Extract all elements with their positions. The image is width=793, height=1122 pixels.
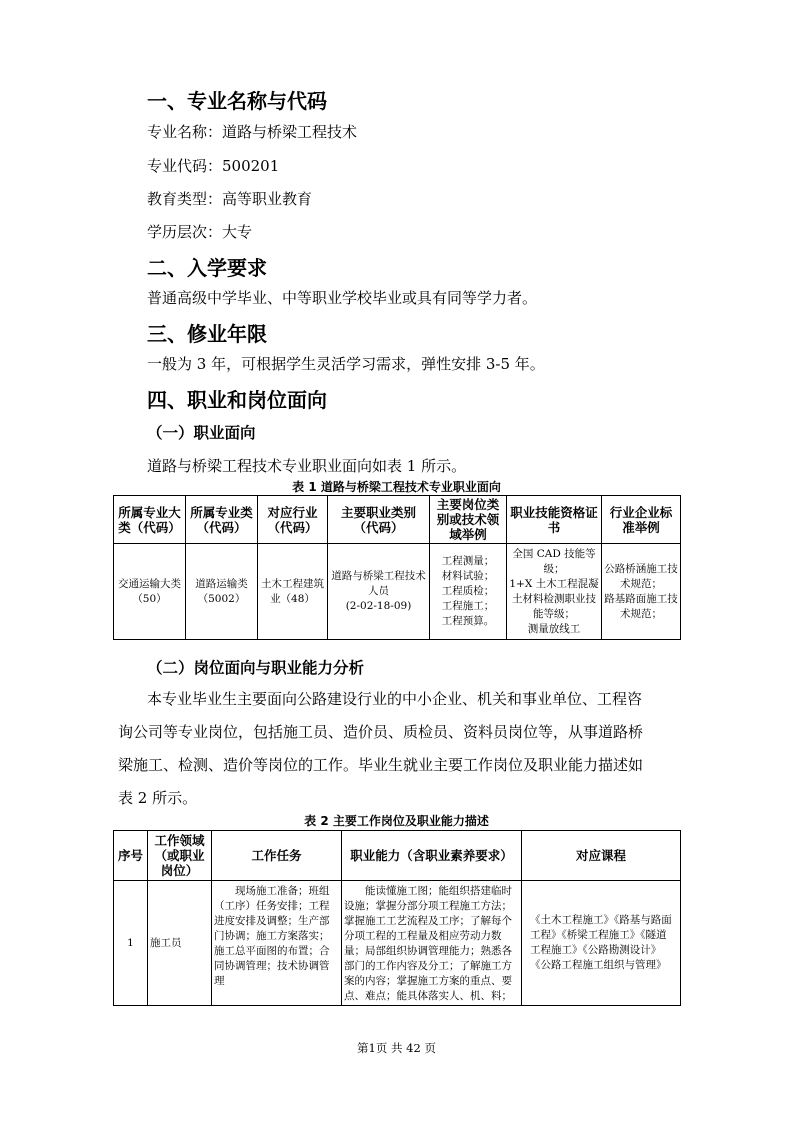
table-2-cell-post: 施工员 [148, 881, 212, 1006]
page-footer: 第1页 共 42 页 [357, 1041, 436, 1055]
table-1-cell-industry: 土木工程建筑业（48） [258, 544, 328, 640]
major-code-line: 专业代码：500201 [147, 157, 280, 175]
table-1-header-class: 所属专业类（代码） [186, 496, 258, 544]
section-2-heading: 二、入学要求 [147, 256, 267, 280]
section-3-heading: 三、修业年限 [147, 322, 267, 346]
table-2-cell-tasks: 现场施工准备；班组（工序）任务安排；工程进度安排及调整；生产部门协调；施工方案落实；施工总平面图的布置；合同协调管理；技术协调管理 [212, 881, 342, 1006]
post-paragraph-line-2: 询公司等专业岗位，包括施工员、造价员、质检员、资料员岗位等，从事道路桥 [118, 723, 644, 741]
table-1-cell-occupation: 道路与桥梁工程技术人员 (2-02-18-09) [328, 544, 430, 640]
table-1-cell-class: 道路运输类（5002） [186, 544, 258, 640]
table-2-cell-ability: 能读懂施工图；能组织搭建临时设施；掌握分部分项工程施工方法；掌握施工工艺流程及工序；了解每个分项工程的工程量及相应劳动力数量；局部组织协调管理能力；熟悉各部门的工作内容及分工；了解施工方案的内容；掌握施工方案的重点、要点、难点；能具体落实人、机、料； [342, 881, 522, 1006]
section-1-heading: 一、专业名称与代码 [147, 89, 327, 113]
table-2-header-index: 序号 [114, 831, 148, 881]
career-intro-text: 道路与桥梁工程技术专业职业面向如表 1 所示。 [147, 457, 467, 475]
table-1-cell-standard: 公路桥涵施工技术规范； 路基路面施工技术规范； [602, 544, 681, 640]
subsection-career-heading: （一）职业面向 [147, 424, 256, 442]
post-paragraph-line-4: 表 2 所示。 [118, 789, 198, 807]
post-paragraph-line-3: 梁施工、检测、造价等岗位的工作。毕业生就业主要工作岗位及职业能力描述如 [118, 756, 644, 774]
admission-text: 普通高级中学毕业、中等职业学校毕业或具有同等学力者。 [147, 289, 538, 307]
table-1-cell-post: 工程测量； 材料试验； 工程质检； 工程施工； 工程预算。 [430, 544, 507, 640]
table-2-cell-courses: 《土木工程施工》《路基与路面工程》《桥梁工程施工》《隧道工程施工》《公路勘测设计》《公路工程施工组织与管理》 [522, 881, 681, 1006]
table-2-header-courses: 对应课程 [522, 831, 681, 881]
table-1-cell-certificate: 全国 CAD 技能等级； 1+X 土木工程混凝土材料检测职业技能等级； 测量放线工 [507, 544, 602, 640]
subsection-post-heading: （二）岗位面向与职业能力分析 [147, 659, 365, 677]
post-paragraph-line-1: 本专业毕业生主要面向公路建设行业的中小企业、机关和事业单位、工程咨 [147, 690, 643, 708]
table-1-header-occupation: 主要职业类别（代码） [328, 496, 430, 544]
table-2-header-post: 工作领域（或职业岗位） [148, 831, 212, 881]
career-table [113, 495, 681, 640]
education-level-line: 学历层次：大专 [147, 223, 253, 241]
duration-text: 一般为 3 年，可根据学生灵活学习需求，弹性安排 3-5 年。 [147, 355, 545, 373]
table-1-cell-category: 交通运输大类（50） [114, 544, 186, 640]
table-2-caption: 表 2 主要工作岗位及职业能力描述 [304, 814, 489, 828]
table-2-cell-index: 1 [114, 881, 148, 1006]
table-2-header-ability: 职业能力（含职业素养要求） [342, 831, 522, 881]
job-ability-table [113, 830, 681, 1006]
section-4-heading: 四、职业和岗位面向 [147, 388, 327, 412]
table-1-header-category: 所属专业大类（代码） [114, 496, 186, 544]
major-name-line: 专业名称：道路与桥梁工程技术 [147, 123, 358, 141]
table-1-header-standard: 行业企业标准举例 [602, 496, 681, 544]
table-2-header-tasks: 工作任务 [212, 831, 342, 881]
table-1-header-industry: 对应行业（代码） [258, 496, 328, 544]
education-type-line: 教育类型：高等职业教育 [147, 190, 313, 208]
table-1-caption: 表 1 道路与桥梁工程技术专业职业面向 [292, 480, 501, 494]
table-1-header-certificate: 职业技能资格证书 [507, 496, 602, 544]
table-1-header-post: 主要岗位类别或技术领域举例 [430, 496, 507, 544]
